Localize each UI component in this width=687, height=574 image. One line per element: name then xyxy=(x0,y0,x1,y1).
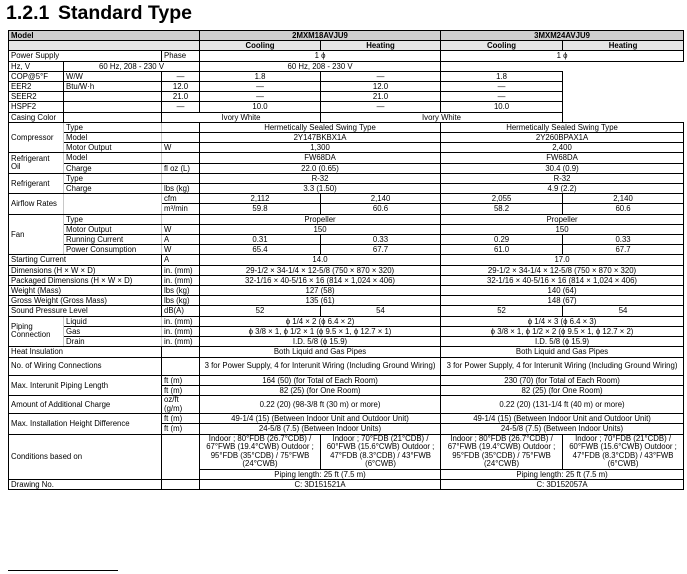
spec-table-body xyxy=(9,31,684,490)
spec-cell: in. (mm) xyxy=(162,337,200,347)
spec-row xyxy=(9,224,684,234)
spec-cell: Drawing No. xyxy=(9,480,162,490)
spec-cell xyxy=(162,434,200,480)
model-header-row xyxy=(9,31,684,41)
spec-cell: 60.6 xyxy=(321,204,441,214)
spec-cell: 12.0 xyxy=(162,82,200,92)
spec-cell: Propeller xyxy=(200,214,441,224)
spec-row xyxy=(9,296,684,306)
spec-cell xyxy=(162,153,200,163)
spec-cell: 0.29 xyxy=(441,235,563,245)
spec-cell: Packaged Dimensions (H × W × D) xyxy=(9,275,162,285)
spec-cell: Power Supply xyxy=(9,51,162,61)
spec-cell: in. (mm) xyxy=(162,265,200,275)
spec-row xyxy=(9,337,684,347)
spec-cell: I.D. 5/8 (ϕ 15.9) xyxy=(441,337,684,347)
spec-cell: 21.0 xyxy=(162,92,200,102)
spec-row xyxy=(9,326,684,336)
spec-cell: — xyxy=(441,82,563,92)
spec-cell: SEER2 xyxy=(9,92,64,102)
spec-cell: 52 xyxy=(200,306,321,316)
spec-cell: 49-1/4 (15) (Between Indoor Unit and Outdoor Unit) xyxy=(200,414,441,424)
spec-cell: Casing Color xyxy=(9,112,64,122)
spec-cell: ϕ 3/8 × 1, ϕ 1/2 × 1 (ϕ 9.5 × 1, ϕ 12.7 × 1) xyxy=(200,326,441,336)
spec-cell: 0.22 (20) (98-3/8 ft (30 m) or more) xyxy=(200,396,441,414)
spec-cell: ft (m) xyxy=(162,414,200,424)
spec-row xyxy=(9,434,684,469)
spec-cell: 29-1/2 × 34-1/4 × 12-5/8 (750 × 870 × 320) xyxy=(441,265,684,275)
spec-cell: Max. Installation Height Difference xyxy=(9,414,162,434)
spec-row xyxy=(9,286,684,296)
spec-cell: — xyxy=(200,92,321,102)
spec-cell: 0.33 xyxy=(321,235,441,245)
spec-cell: Piping Connection xyxy=(9,316,64,347)
spec-row xyxy=(9,357,684,375)
model-name-1: 2MXM18AVJU9 xyxy=(200,31,441,41)
spec-cell: 2,055 xyxy=(441,194,563,204)
spec-cell: Ivory White xyxy=(321,112,563,122)
spec-cell: 60 Hz, 208 - 230 V xyxy=(64,61,200,71)
spec-cell: Model xyxy=(64,153,162,163)
section-title xyxy=(6,2,192,25)
spec-cell: FW68DA xyxy=(441,153,684,163)
spec-cell: Indoor ; 70°FDB (21°CDB) / 60°FWB (15.6°CWB) Outdoor ; 47°FDB (8.3°CDB) / 43°FWB (6°CWB) xyxy=(563,434,684,469)
spec-cell: 17.0 xyxy=(441,255,684,265)
mode-heating-1: Heating xyxy=(321,41,441,51)
spec-row xyxy=(9,102,684,112)
spec-row xyxy=(9,316,684,326)
spec-row xyxy=(9,214,684,224)
spec-cell: 1 ϕ xyxy=(441,51,684,61)
spec-row xyxy=(9,306,684,316)
spec-cell: ϕ 3/8 × 1, ϕ 1/2 × 2 (ϕ 9.5 × 1, ϕ 12.7 × 2) xyxy=(441,326,684,336)
spec-cell: in. (mm) xyxy=(162,275,200,285)
spec-cell: 230 (70) (for Total of Each Room) xyxy=(441,375,684,385)
mode-heating-2: Heating xyxy=(563,41,684,51)
spec-cell: HSPF2 xyxy=(9,102,64,112)
spec-cell: 12.0 xyxy=(321,82,441,92)
spec-cell: 148 (67) xyxy=(441,296,684,306)
spec-cell: 67.7 xyxy=(563,245,684,255)
spec-cell: 10.0 xyxy=(441,102,563,112)
spec-cell: Liquid xyxy=(64,316,162,326)
spec-row xyxy=(9,265,684,275)
spec-cell: Hz, V xyxy=(9,61,64,71)
spec-row xyxy=(9,153,684,163)
mode-header-row xyxy=(9,41,684,51)
spec-cell: Charge xyxy=(64,184,162,194)
spec-cell: 65.4 xyxy=(200,245,321,255)
spec-cell xyxy=(162,214,200,224)
spec-cell: 30.4 (0.9) xyxy=(441,163,684,173)
spec-cell: I.D. 5/8 (ϕ 15.9) xyxy=(200,337,441,347)
spec-cell: 2Y147BKBX1A xyxy=(200,133,441,143)
spec-cell: A xyxy=(162,255,200,265)
spec-cell: Fan xyxy=(9,214,64,255)
spec-cell: Hermetically Sealed Swing Type xyxy=(441,122,684,132)
spec-cell: Piping length: 25 ft (7.5 m) xyxy=(200,470,441,480)
footnote-rule xyxy=(8,570,118,571)
spec-cell: 24-5/8 (7.5) (Between Indoor Units) xyxy=(441,424,684,434)
spec-cell xyxy=(162,480,200,490)
spec-row xyxy=(9,275,684,285)
spec-cell: 2,140 xyxy=(321,194,441,204)
spec-cell: ft (m) xyxy=(162,385,200,395)
spec-cell: Model xyxy=(64,133,162,143)
spec-cell: W xyxy=(162,245,200,255)
mode-cooling-2: Cooling xyxy=(441,41,563,51)
spec-cell xyxy=(162,122,200,132)
spec-row xyxy=(9,143,684,153)
spec-cell: 14.0 xyxy=(200,255,441,265)
spec-cell: 2Y260BPAX1A xyxy=(441,133,684,143)
spec-cell: Propeller xyxy=(441,214,684,224)
spec-cell: 82 (25) (for One Room) xyxy=(441,385,684,395)
spec-cell xyxy=(162,133,200,143)
spec-cell: 32-1/16 × 40-5/16 × 16 (814 × 1,024 × 406) xyxy=(441,275,684,285)
spec-cell: lbs (kg) xyxy=(162,286,200,296)
spec-cell: 150 xyxy=(200,224,441,234)
spec-cell: 140 (64) xyxy=(441,286,684,296)
spec-cell: Indoor ; 80°FDB (26.7°CDB) / 67°FWB (19.4°CWB) Outdoor ; 95°FDB (35°CDB) / 75°FWB (24°CWB) xyxy=(200,434,321,469)
spec-cell: — xyxy=(321,71,441,81)
spec-cell: 3 for Power Supply, 4 for Interunit Wiring (Including Ground Wiring) xyxy=(441,357,684,375)
spec-cell: 60.6 xyxy=(563,204,684,214)
spec-cell: Dimensions (H × W × D) xyxy=(9,265,162,275)
spec-cell: ft (m) xyxy=(162,375,200,385)
spec-cell: 61.0 xyxy=(441,245,563,255)
spec-cell: Indoor ; 70°FDB (21°CDB) / 60°FWB (15.6°CWB) Outdoor ; 47°FDB (8.3°CDB) / 43°FWB (6°CWB) xyxy=(321,434,441,469)
spec-cell: 1,300 xyxy=(200,143,441,153)
spec-cell: R-32 xyxy=(200,173,441,183)
spec-cell: 2,112 xyxy=(200,194,321,204)
spec-cell: EER2 xyxy=(9,82,64,92)
spec-cell: dB(A) xyxy=(162,306,200,316)
spec-cell: 10.0 xyxy=(200,102,321,112)
spec-row xyxy=(9,184,684,194)
spec-cell: Btu/W·h xyxy=(64,82,162,92)
spec-cell: 135 (61) xyxy=(200,296,441,306)
spec-row xyxy=(9,122,684,132)
spec-cell xyxy=(64,112,162,122)
spec-row xyxy=(9,163,684,173)
spec-cell: 49-1/4 (15) (Between Indoor Unit and Outdoor Unit) xyxy=(441,414,684,424)
spec-cell: Hermetically Sealed Swing Type xyxy=(200,122,441,132)
spec-cell: 3.3 (1.50) xyxy=(200,184,441,194)
spec-cell: 4.9 (2.2) xyxy=(441,184,684,194)
spec-cell: W xyxy=(162,143,200,153)
spec-cell: Type xyxy=(64,173,162,183)
spec-cell: oz/ft (g/m) xyxy=(162,396,200,414)
spec-cell: Airflow Rates xyxy=(9,194,64,214)
spec-cell: in. (mm) xyxy=(162,326,200,336)
spec-row xyxy=(9,51,684,61)
model-name-2: 3MXM24AVJU9 xyxy=(441,31,684,41)
spec-cell: C: 3D151521A xyxy=(200,480,441,490)
spec-cell: Starting Current xyxy=(9,255,162,265)
spec-cell: 22.0 (0.65) xyxy=(200,163,441,173)
spec-cell: Power Consumption xyxy=(64,245,162,255)
spec-cell: — xyxy=(162,71,200,81)
spec-cell: 82 (25) (for One Room) xyxy=(200,385,441,395)
spec-cell: — xyxy=(441,92,563,102)
spec-table xyxy=(8,30,684,490)
mode-header-blank xyxy=(9,41,200,51)
spec-cell: 0.31 xyxy=(200,235,321,245)
spec-cell: 1.8 xyxy=(200,71,321,81)
spec-row xyxy=(9,396,684,414)
spec-row xyxy=(9,82,684,92)
spec-cell: fl oz (L) xyxy=(162,163,200,173)
spec-cell: W/W xyxy=(64,71,162,81)
mode-cooling-1: Cooling xyxy=(200,41,321,51)
spec-cell: Piping length: 25 ft (7.5 m) xyxy=(441,470,684,480)
spec-cell: 52 xyxy=(441,306,563,316)
spec-row xyxy=(9,414,684,424)
spec-cell: Motor Output xyxy=(64,224,162,234)
spec-cell: C: 3D152057A xyxy=(441,480,684,490)
spec-row xyxy=(9,347,684,357)
spec-cell: Type xyxy=(64,122,162,132)
spec-cell: Drain xyxy=(64,337,162,347)
spec-cell: 60 Hz, 208 - 230 V xyxy=(200,61,441,71)
spec-cell xyxy=(162,173,200,183)
spec-cell: Amount of Additional Charge xyxy=(9,396,162,414)
spec-cell: Type xyxy=(64,214,162,224)
spec-cell: — xyxy=(321,102,441,112)
spec-cell: 2,400 xyxy=(441,143,684,153)
spec-cell: cfm xyxy=(162,194,200,204)
spec-row xyxy=(9,71,684,81)
spec-cell: Weight (Mass) xyxy=(9,286,162,296)
spec-cell: 58.2 xyxy=(441,204,563,214)
spec-cell: Running Current xyxy=(64,235,162,245)
spec-cell: Phase xyxy=(162,51,200,61)
spec-row xyxy=(9,245,684,255)
spec-cell: — xyxy=(200,82,321,92)
spec-row xyxy=(9,61,684,71)
spec-cell: Both Liquid and Gas Pipes xyxy=(200,347,441,357)
spec-cell: Gas xyxy=(64,326,162,336)
spec-cell: 164 (50) (for Total of Each Room) xyxy=(200,375,441,385)
spec-cell: Charge xyxy=(64,163,162,173)
spec-cell: Motor Output xyxy=(64,143,162,153)
spec-cell: 1 ϕ xyxy=(200,51,441,61)
spec-cell: COP@5°F xyxy=(9,71,64,81)
spec-row xyxy=(9,235,684,245)
spec-cell xyxy=(64,194,162,214)
spec-cell: 29-1/2 × 34-1/4 × 12-5/8 (750 × 870 × 320) xyxy=(200,265,441,275)
spec-cell: lbs (kg) xyxy=(162,184,200,194)
spec-cell: W xyxy=(162,224,200,234)
spec-row xyxy=(9,255,684,265)
section-number: 1.2.1 xyxy=(6,2,50,24)
spec-row xyxy=(9,112,684,122)
spec-row xyxy=(9,92,684,102)
spec-cell xyxy=(64,102,162,112)
spec-cell: 32-1/16 × 40-5/16 × 16 (814 × 1,024 × 406) xyxy=(200,275,441,285)
spec-cell xyxy=(64,92,162,102)
section-title-text: Standard Type xyxy=(58,2,192,24)
spec-cell: 24-5/8 (7.5) (Between Indoor Units) xyxy=(200,424,441,434)
spec-cell: 0.22 (20) (131-1/4 ft (40 m) or more) xyxy=(441,396,684,414)
spec-cell: 54 xyxy=(563,306,684,316)
spec-cell: Ivory White xyxy=(162,112,321,122)
spec-cell xyxy=(162,347,200,357)
spec-cell: 21.0 xyxy=(321,92,441,102)
spec-cell: Refrigerant xyxy=(9,173,64,193)
spec-cell: Gross Weight (Gross Mass) xyxy=(9,296,162,306)
spec-cell: 0.33 xyxy=(563,235,684,245)
spec-cell: 59.8 xyxy=(200,204,321,214)
spec-cell: FW68DA xyxy=(200,153,441,163)
spec-cell xyxy=(162,357,200,375)
spec-cell: ft (m) xyxy=(162,424,200,434)
spec-cell: 2,140 xyxy=(563,194,684,204)
spec-cell: 54 xyxy=(321,306,441,316)
spec-cell: 3 for Power Supply, 4 for Interunit Wiring (Including Ground Wiring) xyxy=(200,357,441,375)
spec-row xyxy=(9,375,684,385)
spec-cell: Compressor xyxy=(9,122,64,153)
spec-row xyxy=(9,133,684,143)
spec-cell: Sound Pressure Level xyxy=(9,306,162,316)
spec-cell: 67.7 xyxy=(321,245,441,255)
spec-cell: Both Liquid and Gas Pipes xyxy=(441,347,684,357)
spec-cell: 127 (58) xyxy=(200,286,441,296)
spec-cell: in. (mm) xyxy=(162,316,200,326)
spec-cell: ϕ 1/4 × 3 (ϕ 6.4 × 3) xyxy=(441,316,684,326)
spec-cell: m³/min xyxy=(162,204,200,214)
spec-row xyxy=(9,480,684,490)
spec-cell: ϕ 1/4 × 2 (ϕ 6.4 × 2) xyxy=(200,316,441,326)
spec-row xyxy=(9,194,684,204)
spec-row xyxy=(9,173,684,183)
spec-cell: Conditions based on xyxy=(9,434,162,480)
spec-cell: 150 xyxy=(441,224,684,234)
spec-cell: R-32 xyxy=(441,173,684,183)
model-header-label: Model xyxy=(9,31,200,41)
spec-cell: lbs (kg) xyxy=(162,296,200,306)
spec-cell: A xyxy=(162,235,200,245)
spec-cell: Heat Insulation xyxy=(9,347,162,357)
spec-cell: Max. Interunit Piping Length xyxy=(9,375,162,395)
spec-cell: Indoor ; 80°FDB (26.7°CDB) / 67°FWB (19.4°CWB) Outdoor ; 95°FDB (35°CDB) / 75°FWB (24°CWB) xyxy=(441,434,563,469)
spec-cell: — xyxy=(162,102,200,112)
spec-cell: No. of Wiring Connections xyxy=(9,357,162,375)
spec-cell: 1.8 xyxy=(441,71,563,81)
spec-cell: Refrigerant Oil xyxy=(9,153,64,173)
